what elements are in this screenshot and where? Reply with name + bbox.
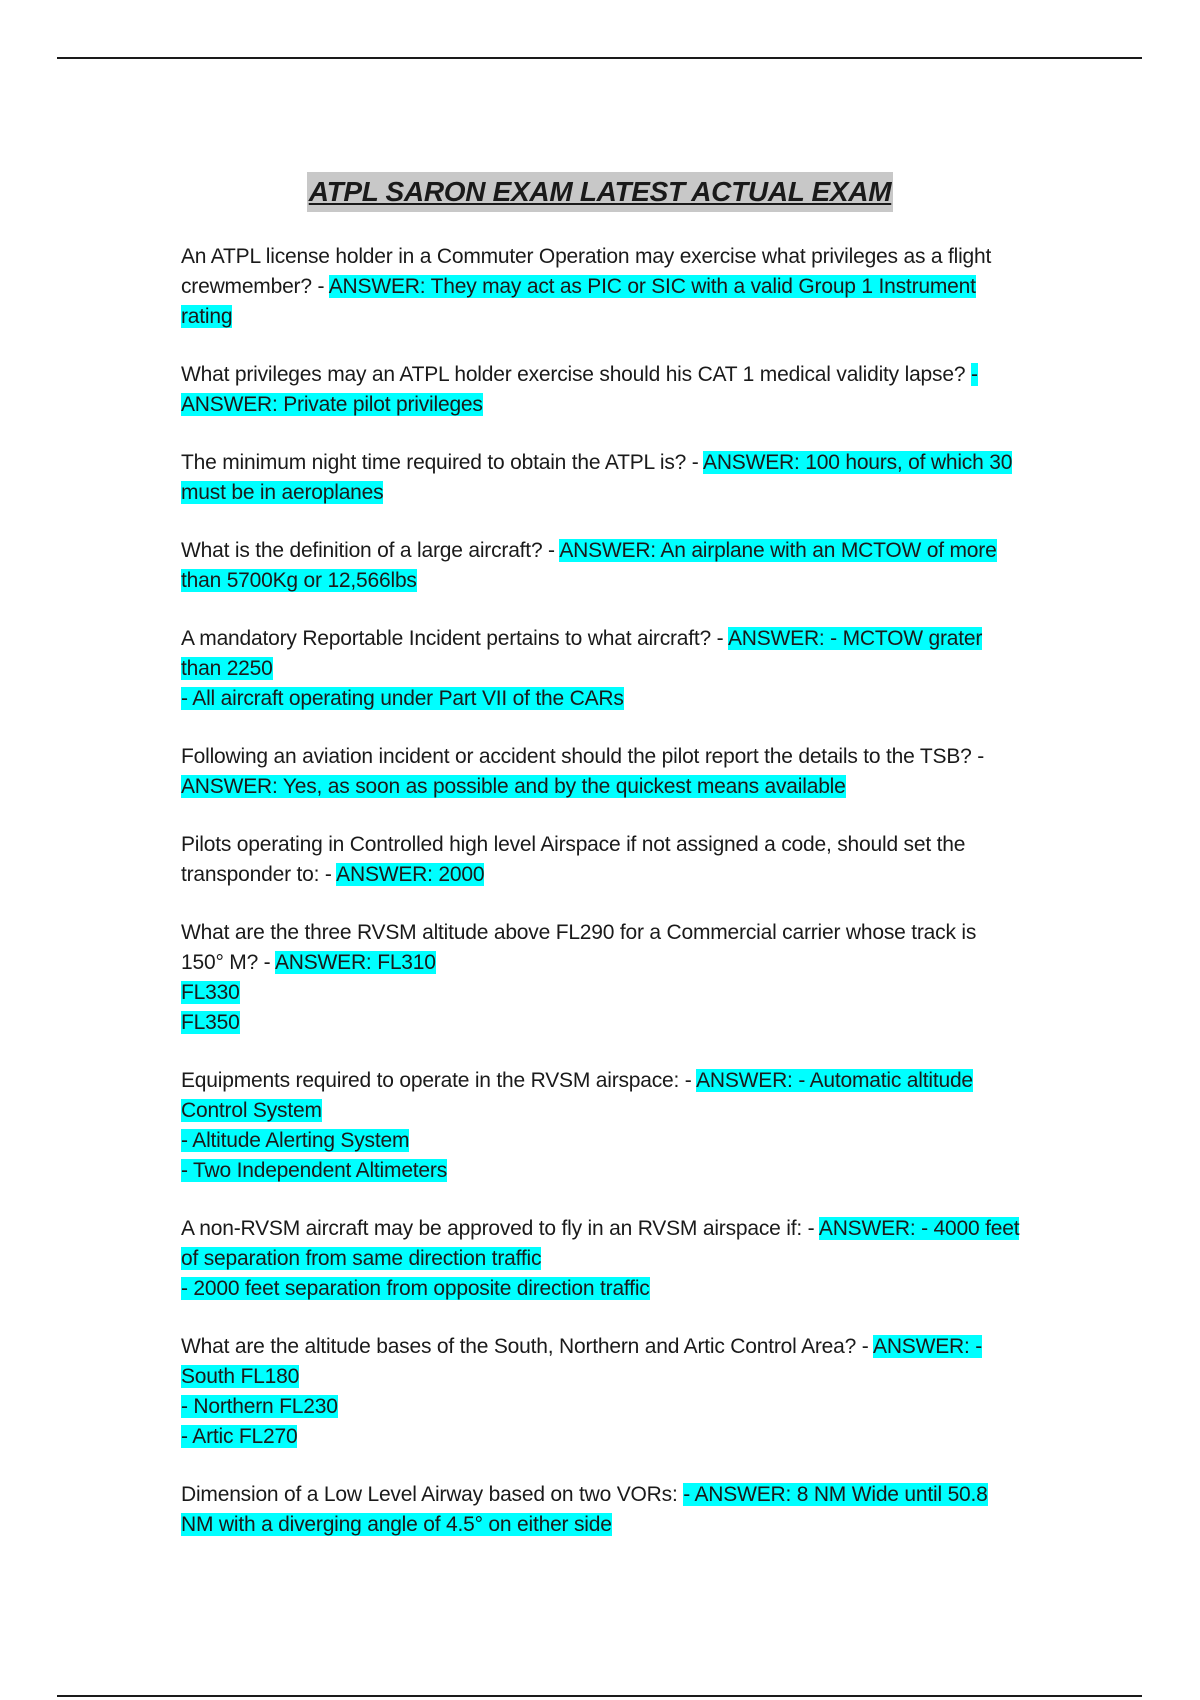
question-text: What privileges may an ATPL holder exercise should his CAT 1 medical validity lapse? — [181, 363, 971, 386]
question-text: Equipments required to operate in the RVSM airspace: - — [181, 1069, 697, 1092]
question-text: A non-RVSM aircraft may be approved to fly in an RVSM airspace if: - — [181, 1217, 819, 1240]
answer-text: ANSWER: - Automatic altitude Control System — [181, 1069, 973, 1122]
qa-item — [181, 242, 1021, 332]
answer-text: ANSWER: They may act as PIC or SIC with a valid Group 1 Instrument rating — [181, 275, 976, 328]
answer-line — [181, 1392, 1021, 1422]
title-container — [0, 172, 1200, 212]
answer-line-text: FL350 — [181, 1011, 240, 1034]
qa-item — [181, 1332, 1021, 1452]
qa-item — [181, 918, 1021, 1038]
question-text: A mandatory Reportable Incident pertains to what aircraft? - — [181, 627, 728, 650]
bottom-rule — [57, 1695, 1142, 1697]
answer-line — [181, 1422, 1021, 1452]
answer-line-text: - Two Independent Altimeters — [181, 1159, 448, 1182]
answer-text: ANSWER: 2000 — [336, 863, 485, 886]
qa-item — [181, 1066, 1021, 1186]
answer-line — [181, 1274, 1021, 1304]
question-text: An ATPL license holder in a Commuter Operation may exercise what privileges as a flight crewmember? - — [181, 245, 992, 298]
answer-line-text: - Artic FL270 — [181, 1425, 298, 1448]
question-text: What is the definition of a large aircraft? - — [181, 539, 560, 562]
answer-line — [181, 1126, 1021, 1156]
answer-text: ANSWER: - MCTOW grater than 2250 — [181, 627, 983, 680]
answer-text: ANSWER: 100 hours, of which 30 must be in aeroplanes — [181, 451, 1013, 504]
qa-item — [181, 1214, 1021, 1304]
qa-item — [181, 536, 1021, 596]
answer-line — [181, 1008, 1021, 1038]
qa-item — [181, 830, 1021, 890]
document-title: ATPL SARON EXAM LATEST ACTUAL EXAM — [307, 172, 893, 212]
answer-text: ANSWER: - South FL180 — [181, 1335, 983, 1388]
answer-line-text: - All aircraft operating under Part VII of the CARs — [181, 687, 624, 710]
question-text: The minimum night time required to obtain the ATPL is? - — [181, 451, 704, 474]
answer-text: ANSWER: FL310 — [274, 951, 436, 974]
answer-line — [181, 684, 1021, 714]
question-text: What are the three RVSM altitude above FL290 for a Commercial carrier whose track is 150° M? - — [181, 921, 977, 974]
answer-line-text: - 2000 feet separation from opposite direction traffic — [181, 1277, 650, 1300]
qa-item — [181, 742, 1021, 802]
qa-item — [181, 448, 1021, 508]
answer-line-text: - Altitude Alerting System — [181, 1129, 410, 1152]
answer-text: ANSWER: - 4000 feet of separation from same direction traffic — [181, 1217, 1020, 1270]
qa-item — [181, 360, 1021, 420]
question-text: Following an aviation incident or accident should the pilot report the details to the TSB? - — [181, 745, 985, 768]
answer-line — [181, 978, 1021, 1008]
top-rule — [57, 57, 1142, 59]
qa-item — [181, 1480, 1021, 1540]
qa-item — [181, 624, 1021, 714]
answer-line — [181, 1156, 1021, 1186]
question-text: Dimension of a Low Level Airway based on two VORs: — [181, 1483, 684, 1506]
answer-line-text: FL330 — [181, 981, 240, 1004]
question-text: Pilots operating in Controlled high level Airspace if not assigned a code, should set the transponder to: - — [181, 833, 966, 886]
answer-text: - ANSWER: 8 NM Wide until 50.8 NM with a diverging angle of 4.5° on either side — [181, 1483, 988, 1536]
answer-line-text: - Northern FL230 — [181, 1395, 338, 1418]
answer-text: - ANSWER: Private pilot privileges — [181, 363, 978, 416]
answer-text: ANSWER: Yes, as soon as possible and by the quickest means available — [181, 775, 846, 798]
qa-list — [181, 242, 1021, 1568]
question-text: What are the altitude bases of the South, Northern and Artic Control Area? - — [181, 1335, 874, 1358]
answer-text: ANSWER: An airplane with an MCTOW of more than 5700Kg or 12,566lbs — [181, 539, 997, 592]
